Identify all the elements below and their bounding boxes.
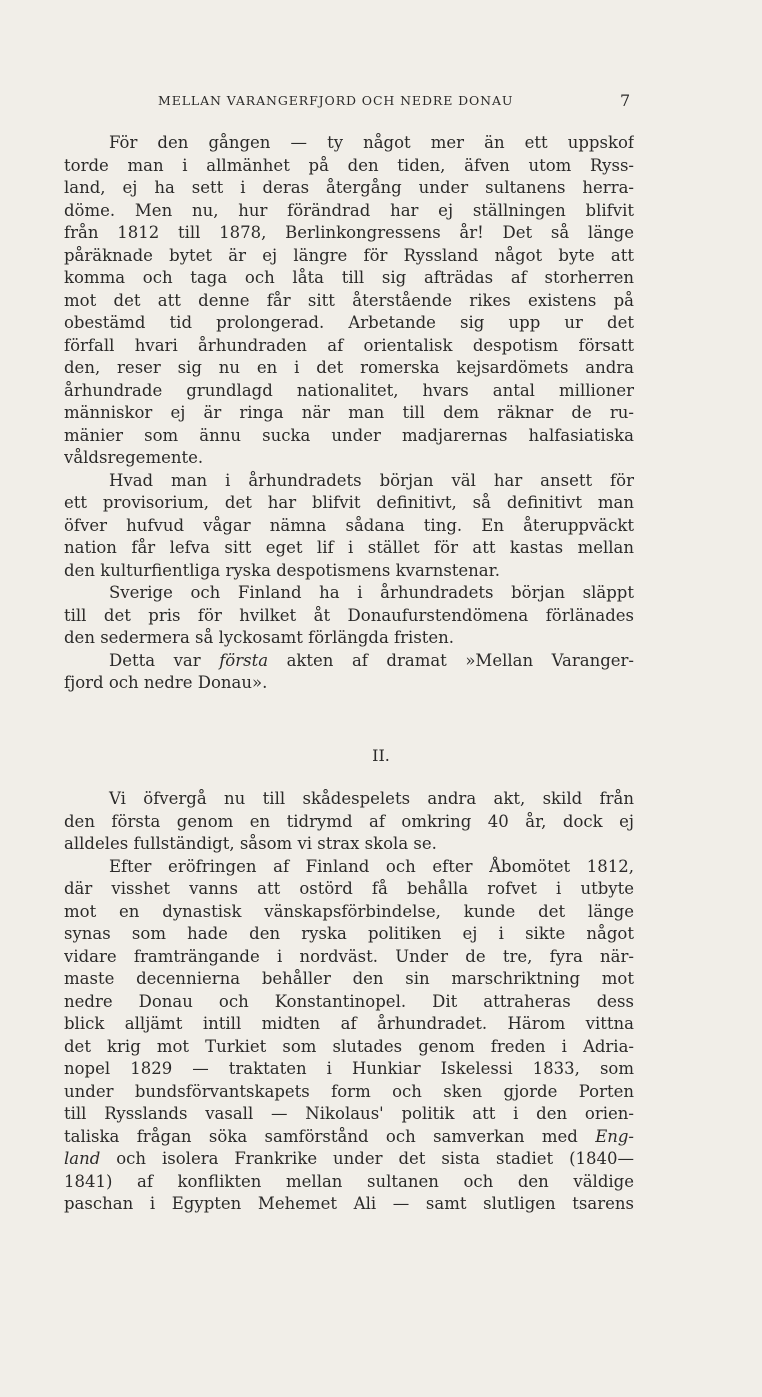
text-span: Detta var <box>109 650 220 670</box>
text-line: mot det att denne får sitt återstående rikes existens på <box>64 290 634 310</box>
text-block-section-1 <box>64 132 634 695</box>
text-line: paschan i Egypten Mehemet Ali — samt slutligen tsarens <box>64 1194 634 1213</box>
text-line: Hvad man i århundradets början väl har ansett för <box>109 470 634 490</box>
text-line: komma och taga och låta till sig afträdas af storherren <box>64 268 634 287</box>
text-line: till Rysslands vasall — Nikolaus' politik att i den orien- <box>64 1104 634 1123</box>
text-line: nation får lefva sitt eget lif i stället för att kastas mellan <box>64 538 634 557</box>
text-line: För den gången — ty något mer än ett uppskof <box>109 133 634 152</box>
text-line: Vi öfvergå nu till skådespelets andra akt, skild från <box>109 789 634 808</box>
text-line: våldsregemente. <box>64 448 204 467</box>
page-number: 7 <box>620 91 631 110</box>
text-line: obestämd tid prolongerad. Arbetande sig upp ur det <box>64 313 634 332</box>
running-head: MELLAN VARANGERFJORD OCH NEDRE DONAU <box>158 93 514 108</box>
text-line: mänier som ännu sucka under madjarernas halfasiatiska <box>64 425 634 445</box>
text-span: taliska frågan söka samförstånd och samverkan med <box>64 1126 596 1146</box>
text-line: land, ej ha sett i deras återgång under sultanens herra- <box>64 178 634 197</box>
emphasized-text: Eng- <box>595 1126 634 1146</box>
text-line: fjord och nedre Donau». <box>64 673 268 692</box>
text-line: nedre Donau och Konstantinopel. Dit attraheras dess <box>64 991 634 1011</box>
text-line: öfver hufvud vågar nämna sådana ting. En återuppväckt <box>64 515 634 535</box>
text-line: det krig mot Turkiet som slutades genom freden i Adria- <box>64 1036 634 1056</box>
emphasized-text: första <box>219 650 269 670</box>
text-line: den sedermera så lyckosamt förlängda fristen. <box>64 628 455 647</box>
text-line: vidare framträngande i nordväst. Under de tre, fyra när- <box>64 946 634 966</box>
text-line: århundrade grundlagd nationalitet, hvars antal millioner <box>64 380 634 400</box>
text-line: ett provisorium, det har blifvit definitivt, så definitivt man <box>64 493 634 512</box>
text-line: nopel 1829 — traktaten i Hunkiar Iskelessi 1833, som <box>64 1059 634 1078</box>
text-line: från 1812 till 1878, Berlinkongressens år! Det så länge <box>64 223 634 242</box>
text-span: och isolera Frankrike under det sista stadiet (1840— <box>100 1149 634 1168</box>
text-line: alldeles fullständigt, såsom vi strax skola se. <box>64 834 437 853</box>
text-block-section-2 <box>64 788 634 1216</box>
text-line: förfall hvari århundraden af orientalisk despotism försatt <box>64 335 634 355</box>
text-line: Sverige och Finland ha i århundradets början släppt <box>109 583 634 602</box>
text-span: akten af dramat »Mellan Varanger- <box>268 650 634 670</box>
text-line: den kulturfientliga ryska despotismens kvarnstenar. <box>64 560 500 580</box>
text-line: torde man i allmänhet på den tiden, äfven utom Ryss- <box>64 155 634 175</box>
text-line: döme. Men nu, hur förändrad har ej ställningen blifvit <box>64 200 634 220</box>
text-line: människor ej är ringa när man till dem räknar de ru- <box>64 403 634 422</box>
text-line: under bundsförvantskapets form och sken gjorde Porten <box>64 1081 634 1101</box>
text-line: den första genom en tidrymd af omkring 40 år, dock ej <box>64 811 634 831</box>
text-line: påräknade bytet är ej längre för Ryssland något byte att <box>64 245 634 265</box>
text-line: synas som hade den ryska politiken ej i sikte något <box>64 924 634 943</box>
text-line: till det pris för hvilket åt Donaufurstendömena förlänades <box>64 605 634 625</box>
section-heading: II. <box>372 746 390 765</box>
text-line: den, reser sig nu en i det romerska kejsardömets andra <box>64 358 634 377</box>
text-line: blick alljämt intill midten af århundradet. Härom vittna <box>64 1014 634 1033</box>
text-line <box>64 1148 634 1171</box>
emphasized-text: land <box>64 1149 101 1168</box>
text-line: där visshet vanns att ostörd få behålla rofvet i utbyte <box>64 879 634 898</box>
text-line <box>64 650 634 673</box>
text-line: mot en dynastisk vänskapsförbindelse, kunde det länge <box>64 901 634 921</box>
text-line: maste decennierna behåller den sin marschriktning mot <box>64 969 634 988</box>
text-line: Efter eröfringen af Finland och efter Åbomötet 1812, <box>109 856 634 876</box>
text-line <box>64 1126 634 1149</box>
text-line: 1841) af konflikten mellan sultanen och den väldige <box>64 1171 634 1191</box>
